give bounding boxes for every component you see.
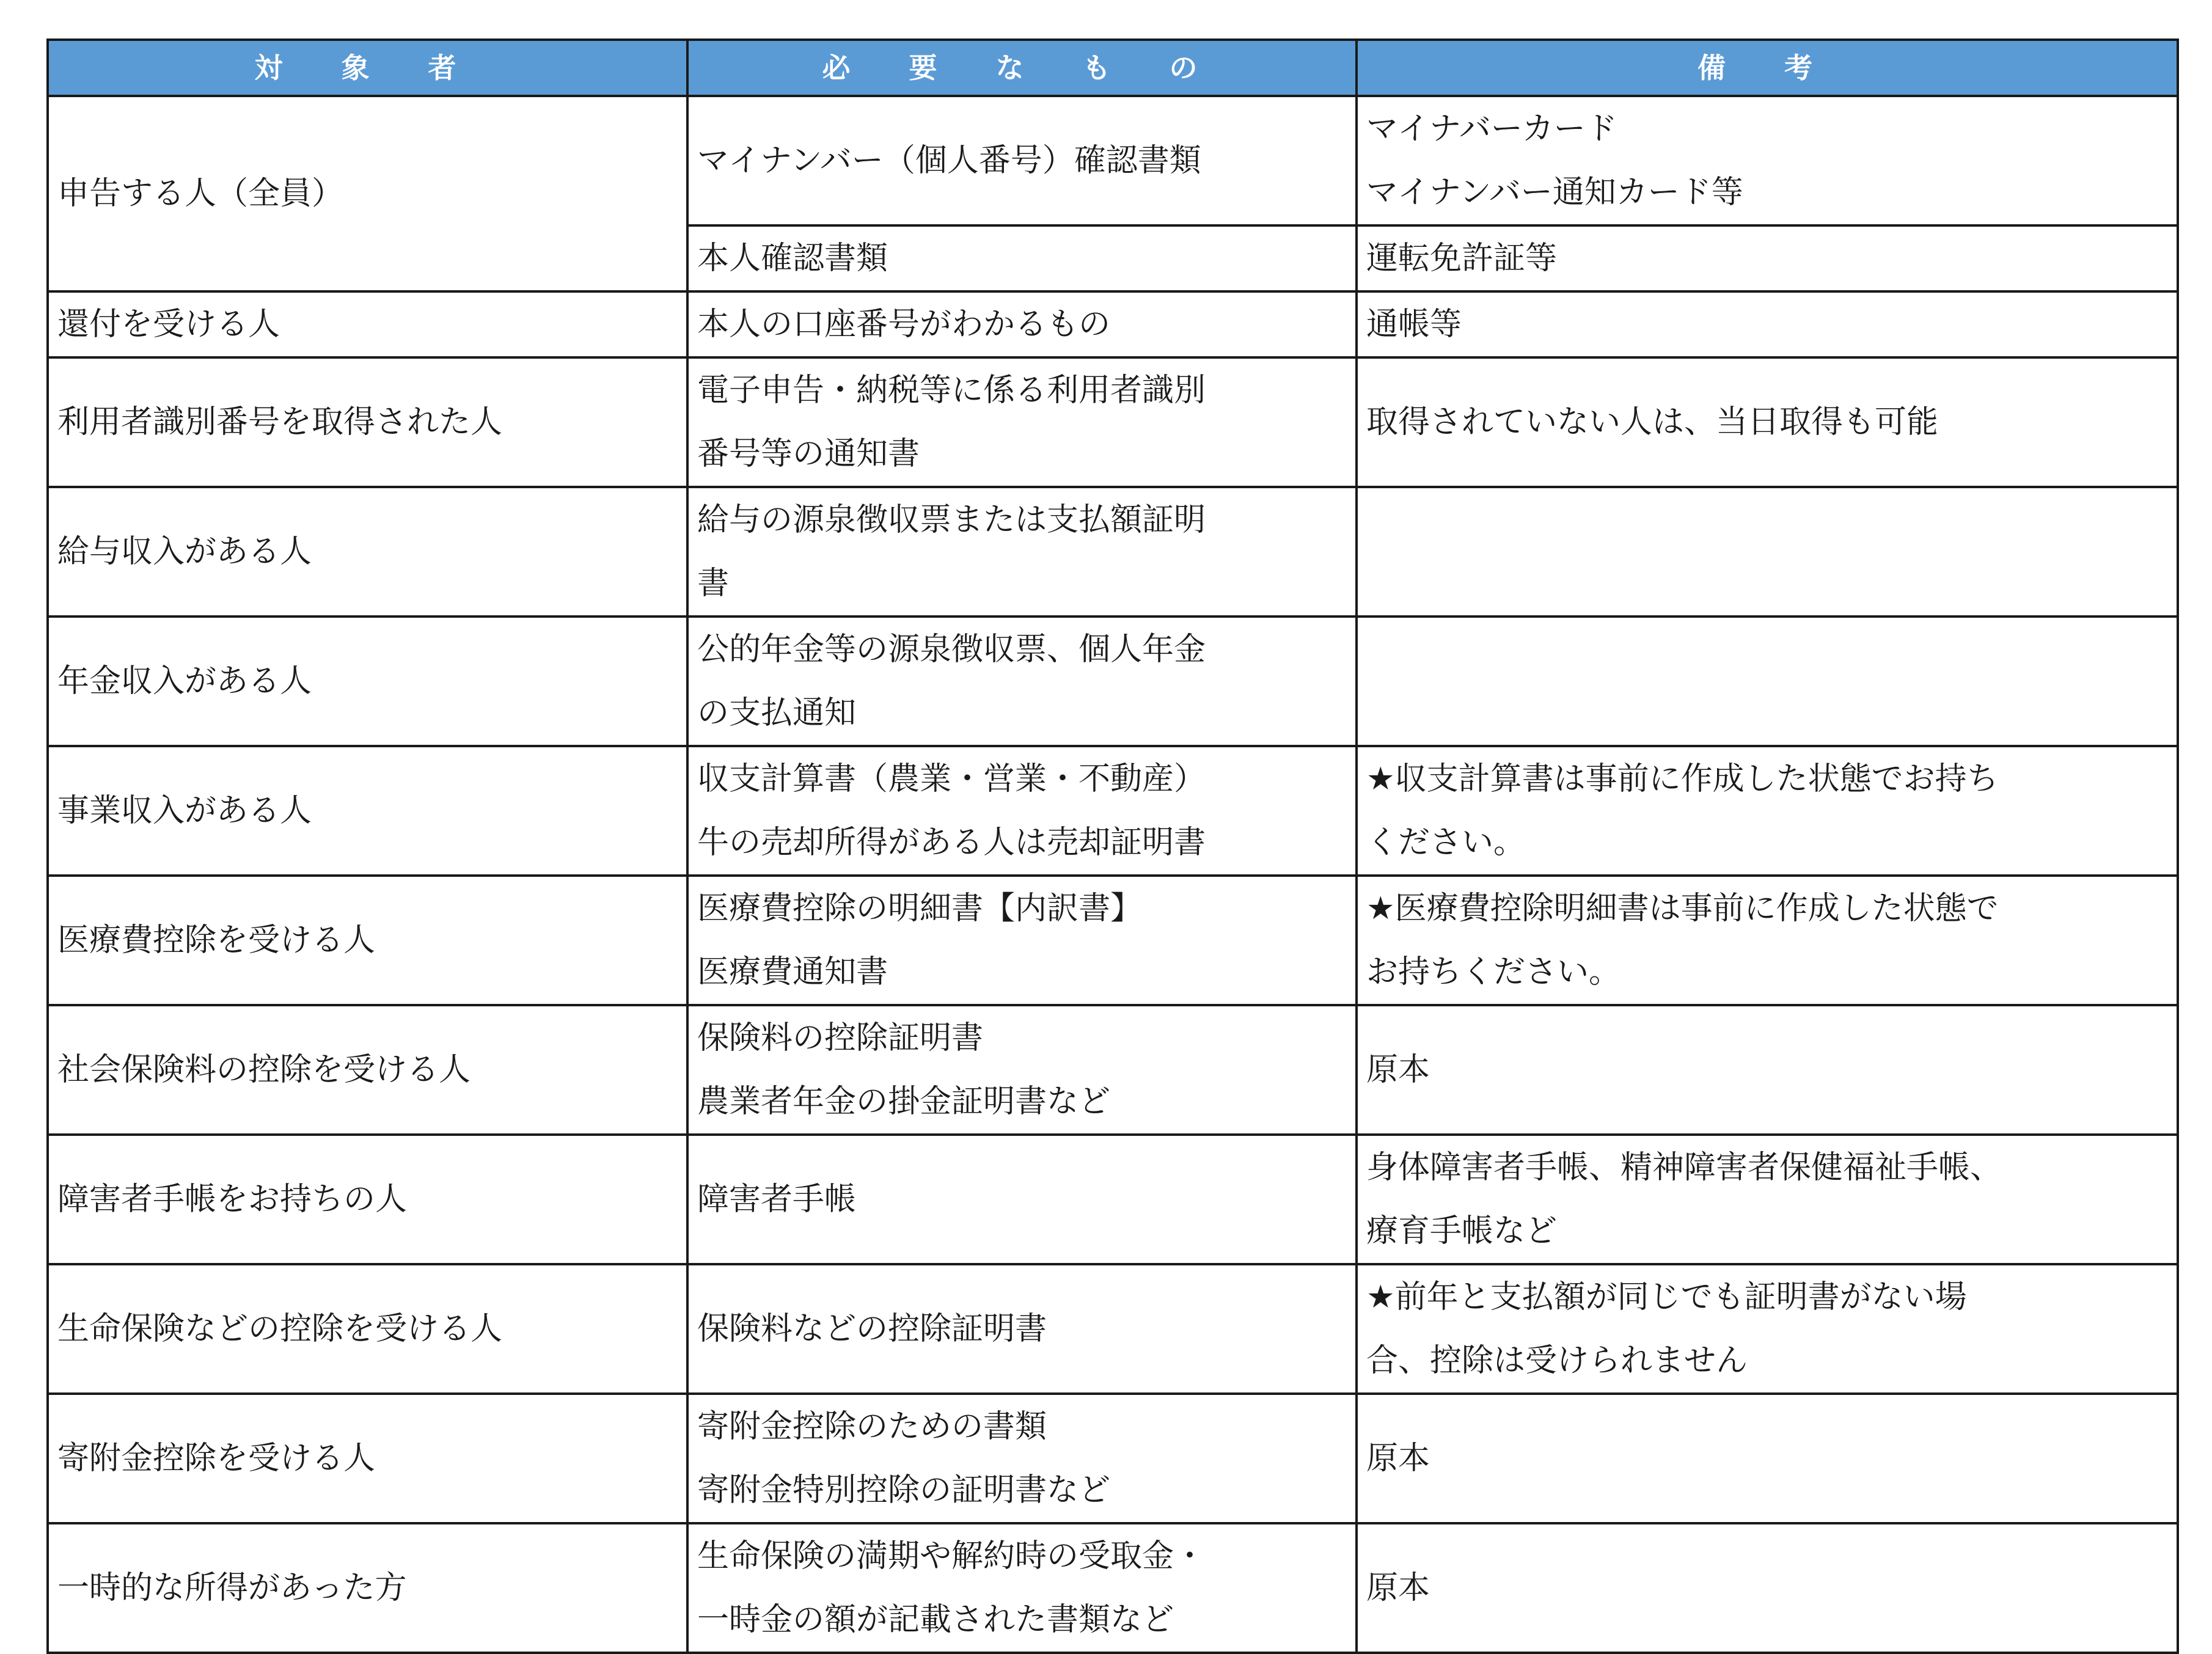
cell-text: 療育手帳など — [1366, 1213, 1558, 1250]
table-row — [48, 876, 2178, 1005]
requirements-table — [46, 38, 2179, 1654]
required-cell — [687, 617, 1357, 746]
cell-text: 公的年金等の源泉徴収票、個人年金 — [697, 631, 1206, 668]
cell-text: 保険料などの控除証明書 — [697, 1311, 1047, 1347]
cell-text: 障害者手帳 — [697, 1181, 857, 1218]
cell-text: 農業者年金の掛金証明書など — [697, 1083, 1111, 1120]
cell-text: 原本 — [1366, 1570, 1430, 1606]
cell-text: 生命保険の満期や解約時の受取金・ — [697, 1538, 1206, 1575]
remark-cell — [1357, 876, 2178, 1005]
remark-cell — [1357, 1523, 2178, 1653]
table-row — [48, 746, 2178, 876]
required-cell — [687, 1394, 1357, 1523]
cell-text: 事業収入がある人 — [57, 792, 312, 829]
remark-cell — [1357, 746, 2178, 876]
cell-text: 年金収入がある人 — [57, 663, 312, 700]
cell-text: 牛の売却所得がある人は売却証明書 — [697, 824, 1206, 861]
required-cell — [687, 1135, 1357, 1264]
table-row — [48, 357, 2178, 487]
cell-text: 書 — [697, 565, 730, 602]
cell-text: 医療費通知書 — [697, 954, 888, 990]
cell-text: お持ちください。 — [1366, 954, 1621, 990]
target-cell — [48, 746, 687, 876]
cell-text: ください。 — [1366, 824, 1526, 861]
remark-cell — [1357, 1264, 2178, 1394]
cell-text: 生命保険などの控除を受ける人 — [57, 1311, 503, 1347]
cell-text: 取得されていない人は、当日取得も可能 — [1366, 404, 1939, 441]
header-remarks: 備 考 — [1357, 40, 2178, 96]
cell-text: 原本 — [1366, 1052, 1430, 1088]
target-cell — [48, 876, 687, 1005]
required-cell — [687, 225, 1357, 291]
table-row — [48, 1264, 2178, 1394]
required-cell — [687, 357, 1357, 487]
cell-text: 合、控除は受けられません — [1366, 1342, 1748, 1379]
target-cell — [48, 96, 687, 291]
table-row — [48, 1135, 2178, 1264]
table-row — [48, 96, 2178, 225]
cell-text: 番号等の通知書 — [697, 436, 920, 472]
cell-text: 還付を受ける人 — [57, 306, 280, 343]
cell-text: マイナンバー（個人番号）確認書類 — [697, 142, 1201, 179]
remark-cell — [1357, 357, 2178, 487]
cell-text: 給与の源泉徴収票または支払額証明 — [697, 502, 1206, 538]
table-row — [48, 487, 2178, 617]
target-cell — [48, 1394, 687, 1523]
required-cell — [687, 1523, 1357, 1653]
cell-text: 電子申告・納税等に係る利用者識別 — [697, 372, 1206, 409]
remark-cell — [1357, 96, 2178, 225]
header-row — [48, 40, 2178, 96]
cell-text: 寄附金控除のための書類 — [697, 1408, 1047, 1445]
remark-cell — [1357, 617, 2178, 746]
required-cell — [687, 746, 1357, 876]
target-cell — [48, 357, 687, 487]
cell-text: 本人の口座番号がわかるもの — [697, 306, 1111, 343]
table-row — [48, 1005, 2178, 1135]
cell-text: の支払通知 — [697, 695, 857, 731]
cell-text: 社会保険料の控除を受ける人 — [57, 1052, 471, 1088]
cell-text: 利用者識別番号を取得された人 — [57, 404, 503, 441]
table-row — [48, 617, 2178, 746]
cell-text: 寄附金控除を受ける人 — [57, 1440, 376, 1477]
target-cell — [48, 487, 687, 617]
cell-text: 身体障害者手帳、精神障害者保健福祉手帳、 — [1366, 1149, 2002, 1186]
header-target: 対 象 者 — [48, 40, 687, 96]
cell-text: 本人確認書類 — [697, 240, 888, 277]
table-row — [48, 1394, 2178, 1523]
remark-cell — [1357, 487, 2178, 617]
remark-cell — [1357, 291, 2178, 357]
header-required-items: 必 要 な も の — [687, 40, 1357, 96]
target-cell — [48, 617, 687, 746]
cell-text: ★医療費控除明細書は事前に作成した状態で — [1366, 890, 1999, 927]
cell-text: 給与収入がある人 — [57, 533, 312, 570]
required-cell — [687, 876, 1357, 1005]
remark-cell — [1357, 1394, 2178, 1523]
required-cell — [687, 487, 1357, 617]
table-row — [48, 291, 2178, 357]
required-cell — [687, 96, 1357, 225]
cell-text: 医療費控除の明細書【内訳書】 — [697, 890, 1143, 927]
remark-cell — [1357, 1005, 2178, 1135]
required-cell — [687, 1005, 1357, 1135]
cell-text: 通帳等 — [1366, 306, 1462, 343]
target-cell — [48, 1264, 687, 1394]
cell-text: 一時金の額が記載された書類など — [697, 1601, 1174, 1638]
cell-text: 運転免許証等 — [1366, 240, 1558, 277]
target-cell — [48, 1135, 687, 1264]
cell-text: 一時的な所得があった方 — [57, 1570, 407, 1606]
target-cell — [48, 291, 687, 357]
cell-text: 障害者手帳をお持ちの人 — [57, 1181, 408, 1218]
required-cell — [687, 1264, 1357, 1394]
cell-text: ★収支計算書は事前に作成した状態でお持ち — [1366, 761, 1999, 797]
remark-cell — [1357, 225, 2178, 291]
required-cell — [687, 291, 1357, 357]
table-row — [48, 1523, 2178, 1653]
cell-text: 医療費控除を受ける人 — [57, 922, 376, 959]
cell-text: 原本 — [1366, 1440, 1430, 1477]
cell-text: 収支計算書（農業・営業・不動産） — [697, 761, 1206, 797]
remark-cell — [1357, 1135, 2178, 1264]
cell-text: ★前年と支払額が同じでも証明書がない場 — [1366, 1279, 1967, 1316]
cell-text: 寄附金特別控除の証明書など — [697, 1472, 1111, 1509]
cell-text: マイナバーカード — [1366, 111, 1617, 147]
cell-text: マイナンバー通知カード等 — [1366, 174, 1743, 211]
cell-text: 保険料の控除証明書 — [697, 1020, 984, 1056]
cell-text: 申告する人（全員） — [57, 175, 344, 212]
target-cell — [48, 1523, 687, 1653]
target-cell — [48, 1005, 687, 1135]
